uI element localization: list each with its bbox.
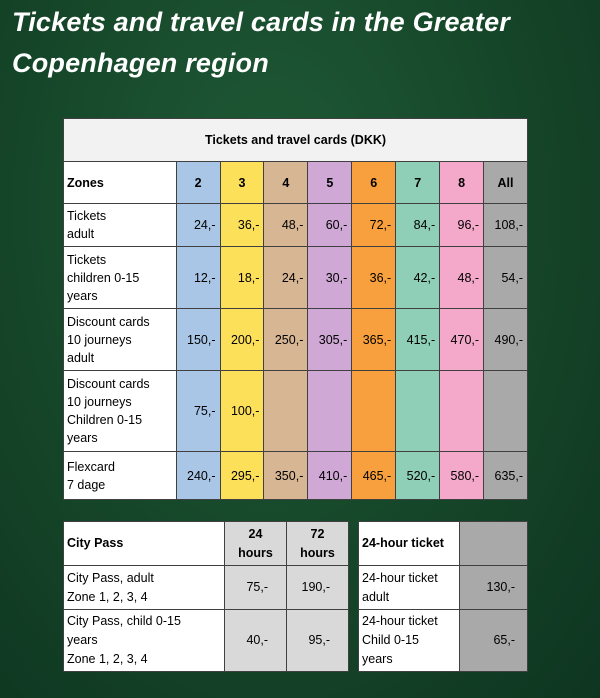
fare-row (64, 247, 528, 309)
fare-cell-zone-4 (264, 371, 308, 452)
fare-cell-zone-5: 60,- (308, 204, 352, 247)
day-ticket-table (358, 521, 528, 672)
zone-header-all: All (484, 162, 528, 204)
fare-cell-zone-4: 350,- (264, 452, 308, 500)
fare-cell-zone-8: 580,- (440, 452, 484, 500)
fare-row (64, 452, 528, 500)
fare-cell-zone-5: 30,- (308, 247, 352, 309)
day-ticket-header-blank (460, 522, 528, 566)
zone-header-5: 5 (308, 162, 352, 204)
city-pass-table (63, 521, 349, 672)
fare-cell-zone-7: 42,- (396, 247, 440, 309)
fare-cell-zone-6: 465,- (352, 452, 396, 500)
zone-header-2: 2 (176, 162, 220, 204)
zone-header-4: 4 (264, 162, 308, 204)
zone-header-8: 8 (440, 162, 484, 204)
fare-cell-zone-5 (308, 371, 352, 452)
fare-cell-zone-7: 415,- (396, 309, 440, 371)
fare-row-label: Discount cards 10 journeys Children 0-15 years (64, 371, 177, 452)
fare-cell-zone-4: 250,- (264, 309, 308, 371)
fare-cell-zone-6: 72,- (352, 204, 396, 247)
zone-header-7: 7 (396, 162, 440, 204)
fare-row (64, 371, 528, 452)
fare-cell-zone-4: 24,- (264, 247, 308, 309)
city-pass-value: 75,- (225, 566, 287, 610)
fare-cell-zone-3: 36,- (220, 204, 264, 247)
fare-cell-zone-all: 108,- (484, 204, 528, 247)
fare-row-label: Flexcard 7 dage (64, 452, 177, 500)
zones-label: Zones (64, 162, 177, 204)
fare-cell-zone-3: 100,- (220, 371, 264, 452)
fare-row-label: Tickets children 0-15 years (64, 247, 177, 309)
fare-cell-zone-7: 84,- (396, 204, 440, 247)
fare-cell-zone-7: 520,- (396, 452, 440, 500)
fare-cell-zone-3: 295,- (220, 452, 264, 500)
city-pass-value: 95,- (287, 610, 349, 672)
fare-row (64, 309, 528, 371)
day-ticket-value: 65,- (460, 610, 528, 672)
day-ticket-header: 24-hour ticket (359, 522, 460, 566)
fare-cell-zone-2: 24,- (176, 204, 220, 247)
fare-cell-zone-8 (440, 371, 484, 452)
fare-cell-zone-all: 635,- (484, 452, 528, 500)
city-pass-row-label: City Pass, child 0-15 years Zone 1, 2, 3, 4 (64, 610, 225, 672)
fare-cell-zone-all (484, 371, 528, 452)
fare-cell-zone-all: 490,- (484, 309, 528, 371)
fare-cell-zone-6 (352, 371, 396, 452)
zone-header-6: 6 (352, 162, 396, 204)
fare-cell-zone-all: 54,- (484, 247, 528, 309)
city-pass-header: City Pass (64, 522, 225, 566)
fares-caption: Tickets and travel cards (DKK) (64, 119, 528, 162)
fare-cell-zone-5: 410,- (308, 452, 352, 500)
fare-cell-zone-2: 12,- (176, 247, 220, 309)
fare-row-label: Tickets adult (64, 204, 177, 247)
city-pass-col-72h: 72 hours (287, 522, 349, 566)
fare-cell-zone-2: 75,- (176, 371, 220, 452)
fare-cell-zone-8: 96,- (440, 204, 484, 247)
fare-cell-zone-3: 18,- (220, 247, 264, 309)
day-ticket-value: 130,- (460, 566, 528, 610)
fare-cell-zone-2: 150,- (176, 309, 220, 371)
fare-cell-zone-2: 240,- (176, 452, 220, 500)
city-pass-value: 40,- (225, 610, 287, 672)
zone-header-3: 3 (220, 162, 264, 204)
fare-cell-zone-6: 365,- (352, 309, 396, 371)
page-title: Tickets and travel cards in the Greater Copenhagen region (12, 7, 511, 78)
fare-cell-zone-8: 48,- (440, 247, 484, 309)
day-ticket-row-label: 24-hour ticket Child 0-15 years (359, 610, 460, 672)
fare-cell-zone-6: 36,- (352, 247, 396, 309)
fares-table (63, 118, 528, 500)
city-pass-row-label: City Pass, adult Zone 1, 2, 3, 4 (64, 566, 225, 610)
fare-cell-zone-7 (396, 371, 440, 452)
fare-cell-zone-5: 305,- (308, 309, 352, 371)
city-pass-col-24h: 24 hours (225, 522, 287, 566)
city-pass-value: 190,- (287, 566, 349, 610)
fare-row-label: Discount cards 10 journeys adult (64, 309, 177, 371)
fare-cell-zone-3: 200,- (220, 309, 264, 371)
day-ticket-row-label: 24-hour ticket adult (359, 566, 460, 610)
fare-cell-zone-4: 48,- (264, 204, 308, 247)
fare-row (64, 204, 528, 247)
fare-cell-zone-8: 470,- (440, 309, 484, 371)
